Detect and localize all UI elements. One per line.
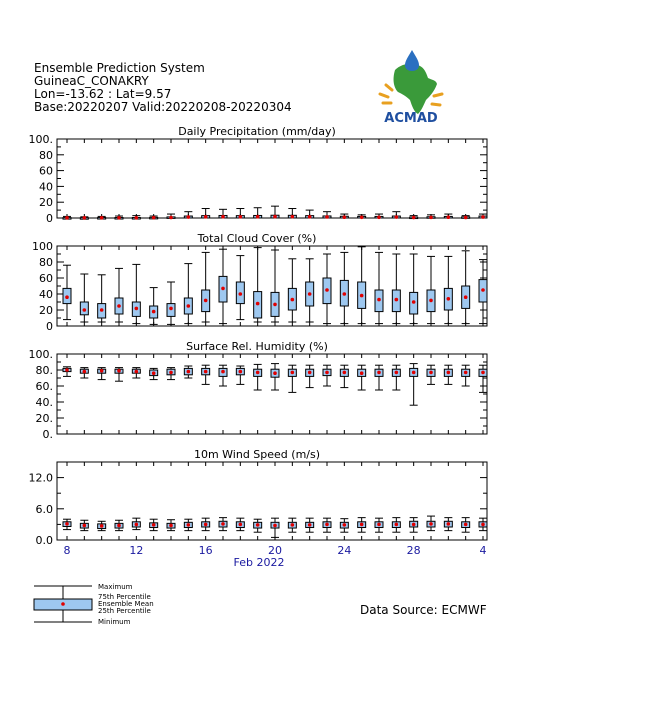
mean-marker <box>187 304 191 308</box>
data-source-label: Data Source: ECMWF <box>360 603 487 617</box>
humidity-ytick-label: 100. <box>28 348 53 361</box>
mean-marker <box>152 371 156 375</box>
mean-marker <box>204 299 208 303</box>
mean-marker <box>395 371 399 375</box>
mean-marker <box>308 215 312 219</box>
mean-marker <box>256 371 260 375</box>
humidity-box-day-15 <box>306 365 314 387</box>
mean-marker <box>273 303 277 307</box>
precipitation-ytick-label: 80 <box>39 148 53 162</box>
mean-marker <box>221 287 225 291</box>
mean-marker <box>481 215 485 219</box>
humidity-frame <box>57 354 487 434</box>
precipitation-box-day-4 <box>115 216 123 220</box>
water-drop-icon <box>405 50 419 71</box>
mean-marker <box>464 216 468 220</box>
precipitation-ytick-label: 20 <box>39 196 53 210</box>
mean-marker <box>343 292 347 296</box>
wind-speed-ytick-label: 6.0 <box>35 502 53 516</box>
mean-marker <box>204 215 208 219</box>
mean-marker <box>429 522 433 526</box>
mean-marker <box>117 216 121 220</box>
precipitation-box-day-3 <box>98 216 106 220</box>
mean-marker <box>325 215 329 219</box>
humidity-box-day-8 <box>184 366 192 378</box>
x-tick-label: 12 <box>129 544 144 557</box>
mean-marker <box>135 307 139 311</box>
precipitation-box-day-25 <box>479 214 487 219</box>
mean-marker <box>412 216 416 220</box>
mean-marker <box>187 523 191 527</box>
humidity-box-day-16 <box>323 365 331 386</box>
mean-marker <box>100 524 104 528</box>
mean-marker <box>221 370 225 374</box>
mean-marker <box>135 216 139 220</box>
mean-marker <box>169 216 173 220</box>
mean-marker <box>65 295 69 299</box>
mean-marker <box>291 371 295 375</box>
humidity-box-day-18 <box>358 365 366 390</box>
cloud-cover-ytick-label: 80 <box>39 256 53 269</box>
acmad-logo <box>380 50 442 126</box>
cloud-cover-box-day-24 <box>462 251 470 324</box>
humidity-ytick-label: 60. <box>35 380 53 393</box>
mean-marker <box>377 298 381 302</box>
mean-marker <box>447 371 451 375</box>
header-dates: Base:20220207 Valid:20220208-20220304 <box>34 100 292 114</box>
mean-marker <box>256 302 260 306</box>
cloud-cover-title: Total Cloud Cover (%) <box>197 232 317 245</box>
precipitation-box-day-17 <box>340 214 348 219</box>
mean-marker <box>360 215 364 219</box>
mean-marker <box>117 369 121 373</box>
wind-speed-box-day-19 <box>375 518 383 532</box>
mean-marker <box>83 370 87 374</box>
wind-speed-panel <box>29 448 488 547</box>
mean-marker <box>308 523 312 527</box>
wind-speed-box-day-17 <box>340 519 348 533</box>
wind-speed-box-day-21 <box>410 518 418 533</box>
mean-marker <box>412 371 416 375</box>
mean-marker <box>481 523 485 527</box>
wind-speed-box-day-4 <box>115 520 123 530</box>
mean-marker <box>65 522 69 526</box>
mean-marker <box>65 216 69 220</box>
humidity-box-day-22 <box>427 365 435 384</box>
humidity-box-day-19 <box>375 365 383 390</box>
mean-marker <box>291 298 295 302</box>
mean-marker <box>412 300 416 304</box>
precipitation-ytick-label: 60 <box>39 164 53 178</box>
precipitation-box-day-6 <box>150 216 158 220</box>
mean-marker <box>152 310 156 314</box>
wind-speed-box-day-10 <box>219 518 227 531</box>
cloud-cover-ytick-label: 60 <box>39 272 53 285</box>
wind-speed-box-day-14 <box>288 518 296 532</box>
cloud-cover-box-day-19 <box>375 252 383 323</box>
wind-speed-box-day-15 <box>306 518 314 532</box>
humidity-box-day-20 <box>392 365 400 390</box>
header-station: GuineaC_CONAKRY <box>34 74 149 88</box>
wind-speed-box-day-23 <box>444 518 452 531</box>
mean-marker <box>395 215 399 219</box>
cloud-cover-box-day-16 <box>323 254 331 324</box>
header-title: Ensemble Prediction System <box>34 61 205 75</box>
cloud-cover-box-day-15 <box>306 259 314 322</box>
legend-mean-label: Ensemble Mean <box>98 600 154 608</box>
header-location: Lon=-13.62 : Lat=9.57 <box>34 87 172 101</box>
mean-marker <box>273 371 277 375</box>
precipitation-ytick-label: 40 <box>39 180 53 194</box>
humidity-ytick-label: 0. <box>42 428 53 441</box>
cloud-cover-box-day-9 <box>202 252 210 322</box>
mean-marker <box>152 523 156 527</box>
wind-speed-box-day-2 <box>80 520 88 530</box>
mean-marker <box>239 292 243 296</box>
cloud-cover-ytick-label: 20 <box>39 304 53 317</box>
mean-marker <box>447 297 451 301</box>
cloud-cover-box-day-6 <box>150 288 158 325</box>
wind-speed-box-day-8 <box>184 519 192 530</box>
wind-speed-box-day-25 <box>479 518 487 530</box>
precipitation-box-day-9 <box>202 209 210 219</box>
cloud-cover-box-day-5 <box>132 264 140 323</box>
mean-marker <box>464 371 468 375</box>
precipitation-title: Daily Precipitation (mm/day) <box>178 125 336 138</box>
mean-marker <box>343 215 347 219</box>
legend-p25-label: 25th Percentile <box>98 607 151 615</box>
mean-marker <box>447 522 451 526</box>
mean-marker <box>481 288 485 292</box>
humidity-box-day-13 <box>271 364 279 390</box>
mean-marker <box>343 371 347 375</box>
mean-marker <box>360 371 364 375</box>
cloud-cover-box-day-18 <box>358 247 366 324</box>
precipitation-box-day-7 <box>167 214 175 219</box>
mean-marker <box>256 215 260 219</box>
cloud-cover-box-day-25 <box>479 260 487 324</box>
wind-speed-box-day-7 <box>167 520 175 531</box>
wind-speed-box-day-16 <box>323 518 331 532</box>
humidity-title: Surface Rel. Humidity (%) <box>186 340 328 353</box>
precipitation-box-day-20 <box>392 212 400 219</box>
wind-speed-ytick-label: 0.0 <box>35 534 53 547</box>
mean-marker <box>100 369 104 373</box>
mean-marker <box>429 299 433 303</box>
humidity-box-day-3 <box>98 368 106 380</box>
mean-marker <box>169 307 173 311</box>
mean-marker <box>325 523 329 527</box>
humidity-box-day-6 <box>150 368 158 379</box>
mean-marker <box>291 215 295 219</box>
precipitation-box-day-18 <box>358 215 366 219</box>
mean-marker <box>83 216 87 220</box>
mean-marker <box>429 216 433 220</box>
mean-marker <box>83 308 87 312</box>
mean-marker <box>239 215 243 219</box>
humidity-box-day-2 <box>80 368 88 378</box>
mean-marker <box>83 524 87 528</box>
x-tick-label: 4 <box>479 544 487 557</box>
mean-marker <box>169 524 173 528</box>
legend-minimum-label: Minimum <box>98 618 131 626</box>
wind-speed-box-day-20 <box>392 518 400 533</box>
wind-speed-ytick-label: 12.0 <box>28 471 53 485</box>
humidity-box-day-23 <box>444 365 452 384</box>
wind-speed-box-day-11 <box>236 518 244 530</box>
wind-speed-box-day-13 <box>271 518 279 537</box>
humidity-box-day-24 <box>462 365 470 386</box>
humidity-box-day-10 <box>219 365 227 386</box>
precipitation-box-day-2 <box>80 216 88 220</box>
x-tick-label: 8 <box>63 544 71 557</box>
mean-marker <box>325 371 329 375</box>
mean-marker <box>100 216 104 220</box>
cloud-cover-box-day-22 <box>427 256 435 323</box>
mean-marker <box>135 523 139 527</box>
precipitation-box-day-5 <box>132 216 140 220</box>
mean-marker <box>221 215 225 219</box>
mean-marker <box>273 215 277 219</box>
humidity-ytick-label: 20. <box>35 412 53 425</box>
humidity-ytick-label: 40. <box>35 396 53 409</box>
x-tick-label: 20 <box>268 544 282 557</box>
mean-marker <box>239 523 243 527</box>
mean-marker <box>343 523 347 527</box>
precipitation-box-day-23 <box>444 214 452 219</box>
humidity-box-day-1 <box>63 367 71 377</box>
cloud-cover-box-day-13 <box>271 250 279 322</box>
mean-marker <box>169 371 173 375</box>
mean-marker <box>395 523 399 527</box>
mean-marker <box>395 298 399 302</box>
mean-marker <box>360 523 364 527</box>
mean-marker <box>481 371 485 375</box>
mean-marker <box>273 524 277 528</box>
precipitation-box-day-22 <box>427 215 435 219</box>
x-tick-label: 28 <box>406 544 421 557</box>
precipitation-ytick-label: 0 <box>46 212 53 225</box>
mean-marker <box>187 370 191 374</box>
precipitation-box-day-13 <box>271 206 279 218</box>
mean-marker <box>429 371 433 375</box>
mean-marker <box>204 370 208 374</box>
humidity-panel <box>29 340 488 441</box>
precipitation-ytick-label: 100. <box>28 133 53 146</box>
cloud-cover-box-day-3 <box>98 275 106 322</box>
cloud-cover-box-day-11 <box>236 256 244 320</box>
legend-mean-marker <box>61 602 65 606</box>
precipitation-box-day-14 <box>288 209 296 219</box>
humidity-box-day-25 <box>479 365 487 392</box>
precipitation-panel <box>29 125 488 225</box>
humidity-box-day-14 <box>288 365 296 392</box>
cloud-cover-box-day-23 <box>444 256 452 323</box>
humidity-ytick-label: 80. <box>35 364 53 377</box>
cloud-cover-box-day-1 <box>63 265 71 319</box>
mean-marker <box>100 308 104 312</box>
precipitation-box-day-19 <box>375 214 383 219</box>
cloud-cover-box-day-2 <box>80 274 88 322</box>
wind-speed-box-day-5 <box>132 518 140 529</box>
panels <box>29 125 488 547</box>
mean-marker <box>377 523 381 527</box>
wind-speed-box-day-9 <box>202 518 210 530</box>
mean-marker <box>377 215 381 219</box>
humidity-box-day-4 <box>115 368 123 382</box>
wind-speed-box-day-12 <box>254 519 262 532</box>
cloud-cover-box-day-4 <box>115 268 123 322</box>
precipitation-box-day-10 <box>219 209 227 218</box>
cloud-cover-box-day-12 <box>254 248 262 322</box>
cloud-cover-box-day-10 <box>219 249 227 323</box>
humidity-box-day-7 <box>167 368 175 380</box>
humidity-box-day-9 <box>202 365 210 384</box>
mean-marker <box>325 288 329 292</box>
precipitation-box-day-16 <box>323 212 331 219</box>
mean-marker <box>239 370 243 374</box>
mean-marker <box>360 294 364 298</box>
cloud-cover-box-day-20 <box>392 254 400 324</box>
wind-speed-title: 10m Wind Speed (m/s) <box>193 448 321 461</box>
precipitation-box-day-8 <box>184 212 192 219</box>
mean-marker <box>447 215 451 219</box>
legend <box>34 583 154 626</box>
mean-marker <box>377 371 381 375</box>
cloud-cover-ytick-label: 0 <box>46 320 53 333</box>
mean-marker <box>65 368 69 372</box>
precipitation-box-day-12 <box>254 208 262 219</box>
humidity-box-day-21 <box>410 364 418 406</box>
x-tick-label: 16 <box>198 544 213 557</box>
mean-marker <box>291 523 295 527</box>
africa-map-icon <box>394 64 437 114</box>
humidity-box-day-11 <box>236 366 244 384</box>
cloud-cover-box-day-21 <box>410 254 418 324</box>
mean-marker <box>117 524 121 528</box>
mean-marker <box>117 304 121 308</box>
mean-marker <box>204 523 208 527</box>
mean-marker <box>135 370 139 374</box>
humidity-box-day-5 <box>132 368 140 378</box>
mean-marker <box>187 215 191 219</box>
legend-maximum-label: Maximum <box>98 583 133 591</box>
cloud-cover-box-day-14 <box>288 259 296 322</box>
logo-text: ACMAD <box>384 111 438 126</box>
mean-marker <box>256 523 260 527</box>
x-axis-month-label: Feb 2022 <box>233 556 285 569</box>
humidity-box-day-12 <box>254 364 262 390</box>
humidity-box-day-17 <box>340 365 348 387</box>
wind-speed-box-day-3 <box>98 521 106 530</box>
precipitation-box-day-21 <box>410 216 418 220</box>
cloud-cover-ytick-label: 100 <box>32 240 53 253</box>
cloud-cover-box-day-8 <box>184 264 192 324</box>
cloud-cover-ytick-label: 40 <box>39 288 53 301</box>
wind-speed-box-day-22 <box>427 516 435 531</box>
legend-p75-label: 75th Percentile <box>98 593 151 601</box>
cloud-cover-box-day-7 <box>167 282 175 324</box>
x-tick-label: 24 <box>337 544 352 557</box>
precipitation-box-day-1 <box>63 216 71 220</box>
wind-speed-box-day-1 <box>63 519 71 529</box>
wind-speed-box-day-6 <box>150 519 158 530</box>
cloud-cover-panel <box>32 232 487 333</box>
mean-marker <box>412 523 416 527</box>
mean-marker <box>308 292 312 296</box>
wind-speed-box-day-24 <box>462 518 470 533</box>
mean-marker <box>464 523 468 527</box>
precipitation-box-day-15 <box>306 210 314 219</box>
cloud-cover-box-day-17 <box>340 252 348 323</box>
precipitation-box-day-24 <box>462 216 470 220</box>
mean-marker <box>221 522 225 526</box>
mean-marker <box>308 371 312 375</box>
wind-speed-box-day-18 <box>358 518 366 533</box>
precipitation-box-day-11 <box>236 209 244 219</box>
mean-marker <box>464 295 468 299</box>
mean-marker <box>152 216 156 220</box>
